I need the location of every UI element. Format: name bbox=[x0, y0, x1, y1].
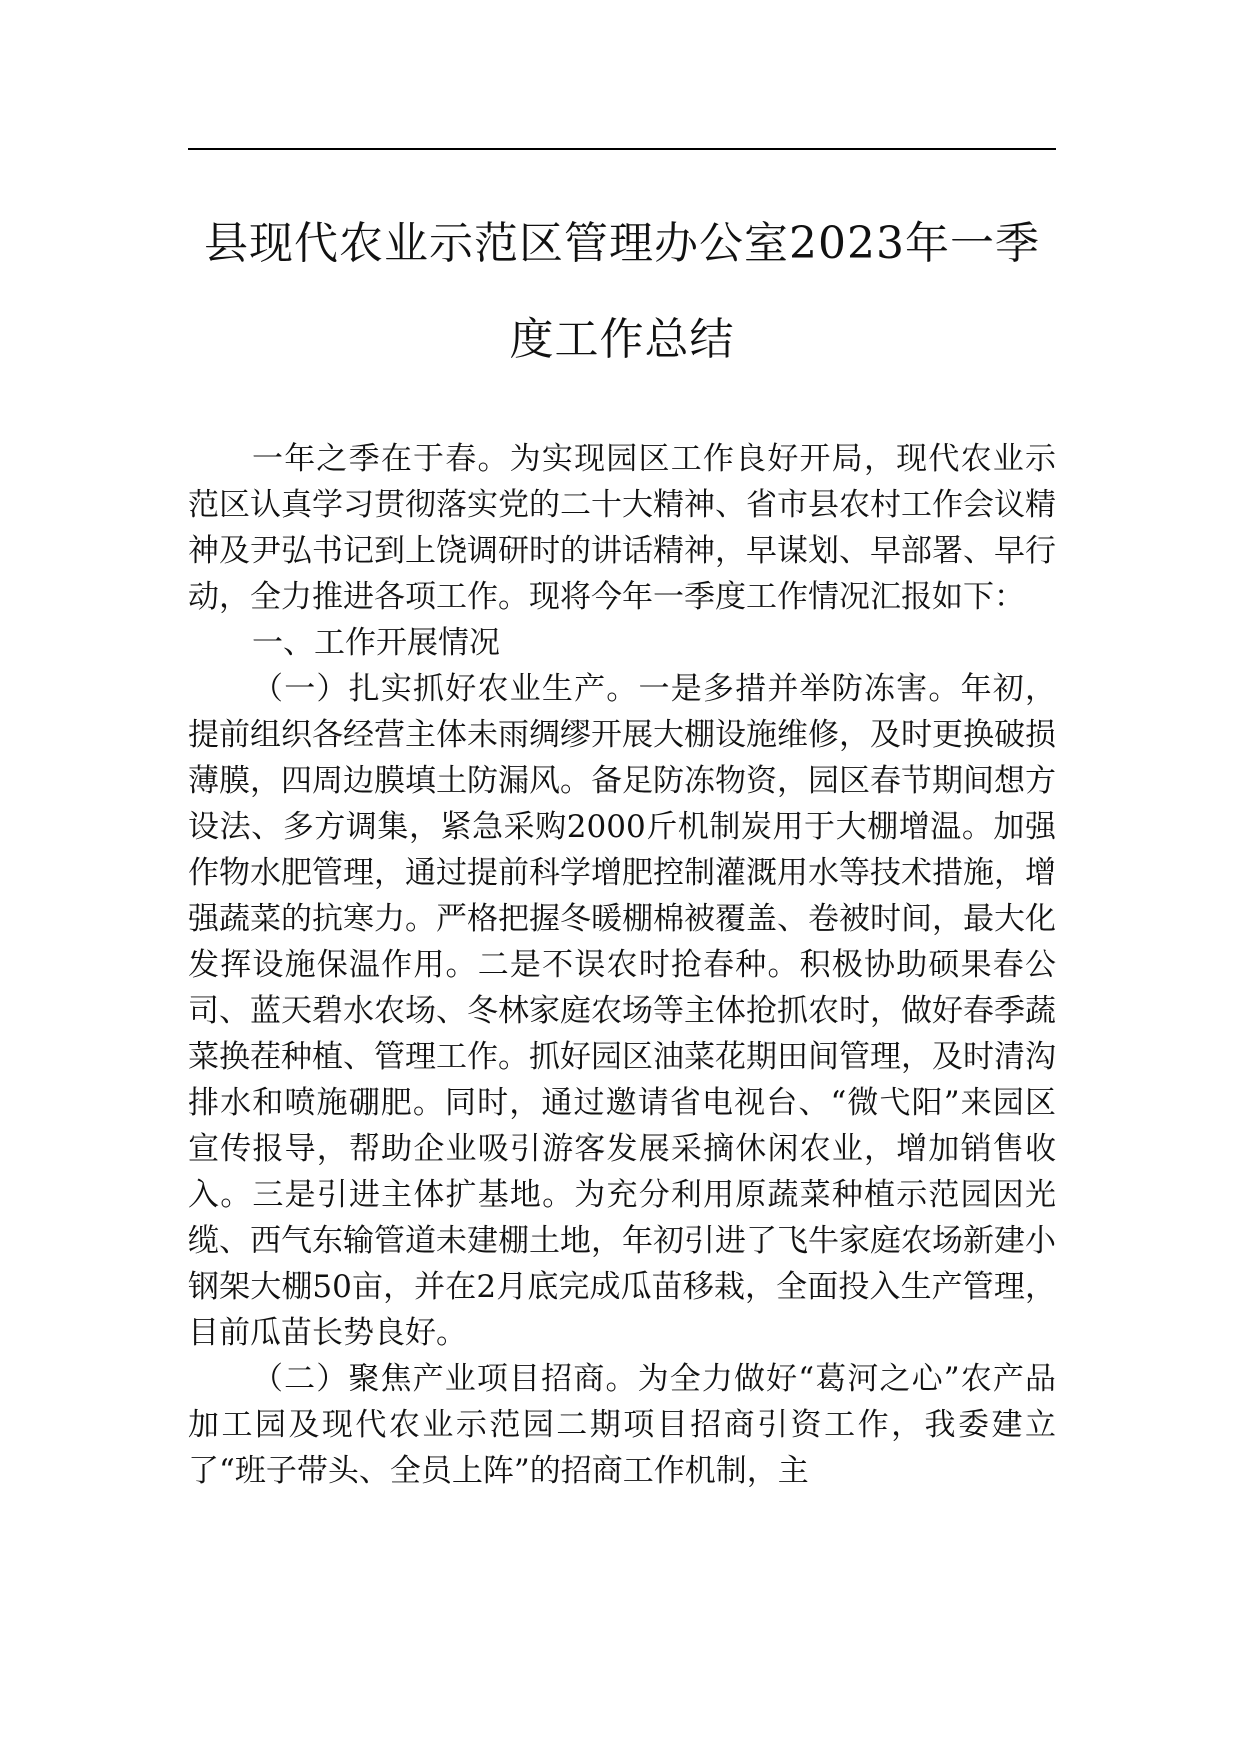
body-paragraph-investment: （二）聚焦产业项目招商。为全力做好“葛河之心”农产品加工园及现代农业示范园二期项目招商引资工作，我委建立了“班子带头、全员上阵”的招商工作机制，主 bbox=[188, 1361, 1056, 1489]
header-rule bbox=[188, 148, 1056, 150]
document-title bbox=[188, 196, 1056, 388]
document-body bbox=[188, 436, 1056, 1494]
title-line-2: 度工作总结 bbox=[509, 314, 735, 365]
body-paragraph-agriculture: （一）扎实抓好农业生产。一是多措并举防冻害。年初，提前组织各经营主体未雨绸缪开展大棚设施维修，及时更换破损薄膜，四周边膜填土防漏风。备足防冻物资，园区春节期间想方设法、多方调集，紧急采购2000斤机制炭用于大棚增温。加强作物水肥管理，通过提前科学增肥控制灌溉用水等技术措施，增强蔬菜的抗寒力。严格把握冬暖棚棉被覆盖、卷被时间，最大化发挥设施保温作用。二是不误农时抢春种。积极协助硕果春公司、蓝天碧水农场、冬林家庭农场等主体抢抓农时，做好春季蔬菜换茬种植、管理工作。抓好园区油菜花期田间管理，及时清沟排水和喷施硼肥。同时，通过邀请省电视台、“微弋阳”来园区宣传报导，帮助企业吸引游客发展采摘休闲农业，增加销售收入。三是引进主体扩基地。为充分利用原蔬菜种植示范园因光缆、西气东输管道未建棚土地，年初引进了飞牛家庭农场新建小钢架大棚50亩，并在2月底完成瓜苗移栽，全面投入生产管理，目前瓜苗长势良好。 bbox=[188, 671, 1056, 1351]
intro-paragraph: 一年之季在于春。为实现园区工作良好开局，现代农业示范区认真学习贯彻落实党的二十大精神、省市县农村工作会议精神及尹弘书记到上饶调研时的讲话精神，早谋划、早部署、早行动，全力推进各项工作。现将今年一季度工作情况汇报如下： bbox=[188, 441, 1056, 615]
section-heading: 一、工作开展情况 bbox=[252, 625, 500, 661]
title-line-1: 县现代农业示范区管理办公室2023年一季 bbox=[204, 218, 1040, 269]
